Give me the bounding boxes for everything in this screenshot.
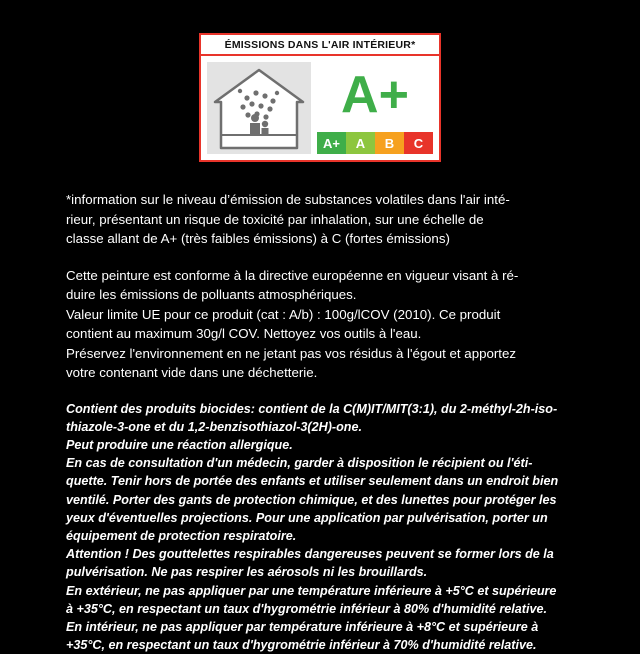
safety-line: En intérieur, ne pas appliquer par température inférieure à +8°C et supérieure à [66,618,580,636]
safety-line: Contient des produits biocides: contient de la C(M)IT/MIT(3:1), du 2-méthyl-2h-iso- [66,400,580,418]
safety-line: +35°C, en respectant un taux d'hygrométrie inférieur à 70% d'humidité relative. [66,636,580,654]
house-icon-svg [207,62,311,154]
compliance-block [66,266,580,383]
house-icon [207,62,311,154]
grade-scale-a: A [346,132,375,154]
spacer [66,383,580,400]
safety-line: équipement de protection respiratoire. [66,527,580,545]
compliance-line: votre contenant vide dans une déchetterie. [66,363,580,383]
label-title: ÉMISSIONS DANS L'AIR INTÉRIEUR* [201,35,439,56]
document-text [66,190,580,654]
compliance-line: Préservez l'environnement en ne jetant pas vos résidus à l'égout et apportez [66,344,580,364]
safety-line: En cas de consultation d'un médecin, garder à disposition le récipient ou l'éti- [66,454,580,472]
footnote-line: *information sur le niveau d’émission de substances volatiles dans l'air inté- [66,190,580,210]
safety-line: à +35°C, en respectant un taux d'hygrométrie inférieur à 80% d'humidité relative. [66,600,580,618]
grade-scale-b: B [375,132,404,154]
footnote-line: classe allant de A+ (très faibles émissions) à C (fortes émissions) [66,229,580,249]
label-body [201,56,439,160]
indoor-air-emissions-label [199,33,441,162]
spacer [66,249,580,266]
safety-line: thiazole-3-one et du 1,2-benzisothiazol-3(2H)-one. [66,418,580,436]
compliance-line: Valeur limite UE pour ce produit (cat : A/b) : 100g/lCOV (2010). Ce produit [66,305,580,325]
safety-line: Attention ! Des gouttelettes respirables dangereuses peuvent se former lors de la [66,545,580,563]
footnote-block [66,190,580,249]
safety-line: pulvérisation. Ne pas respirer les aérosols ni les brouillards. [66,563,580,581]
compliance-line: Cette peinture est conforme à la directive européenne en vigueur visant à ré- [66,266,580,286]
footnote-line: rieur, présentant un risque de toxicité par inhalation, sur une échelle de [66,210,580,230]
safety-line: Peut produire une réaction allergique. [66,436,580,454]
grade-scale [317,132,433,154]
safety-line: yeux d'éventuelles projections. Pour une application par pulvérisation, porter un [66,509,580,527]
safety-line: En extérieur, ne pas appliquer par une température inférieure à +5°C et supérieure [66,582,580,600]
grade-scale-c: C [404,132,433,154]
compliance-line: duire les émissions de polluants atmosphériques. [66,285,580,305]
grade-panel [317,62,433,154]
compliance-line: contient au maximum 30g/l COV. Nettoyez vos outils à l'eau. [66,324,580,344]
safety-line: quette. Tenir hors de portée des enfants et utiliser seulement dans un endroit bien [66,472,580,490]
grade-value: A+ [317,62,433,132]
grade-scale-a-plus: A+ [317,132,346,154]
safety-line: ventilé. Porter des gants de protection chimique, et des lunettes pour protéger les [66,491,580,509]
label-box [199,33,441,162]
safety-block [66,400,580,654]
